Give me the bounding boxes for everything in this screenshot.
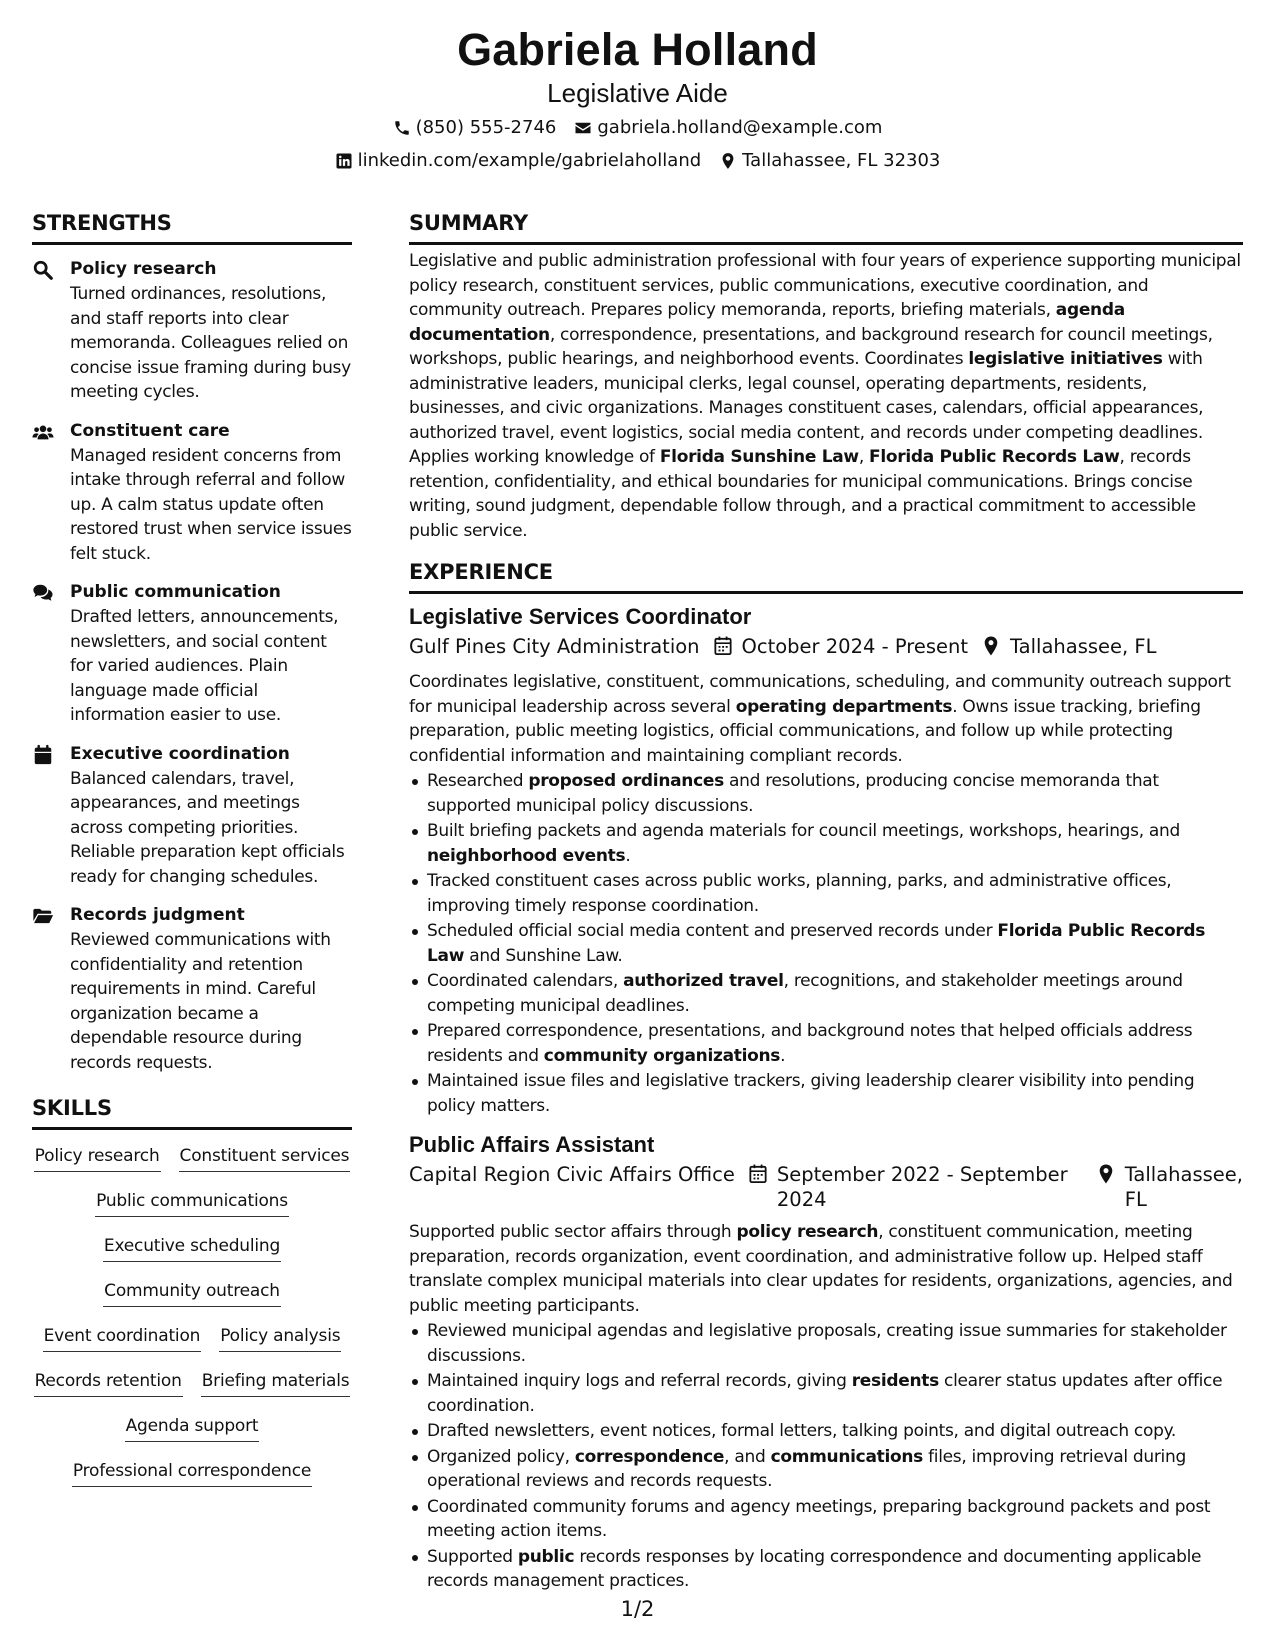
strength-desc: Turned ordinances, resolutions, and staff reports into clear memoranda. Colleagues relied on concise issue framing during busy meeting cycles. bbox=[70, 284, 351, 402]
calendar-icon bbox=[714, 634, 742, 662]
strengths-list bbox=[32, 257, 352, 1075]
calendar-icon bbox=[32, 742, 70, 890]
bold-phrase: Florida Sunshine Law bbox=[659, 447, 859, 467]
strength-title: Executive coordination bbox=[70, 743, 290, 764]
bold-phrase: policy research bbox=[736, 1222, 879, 1242]
left-column bbox=[32, 208, 352, 1504]
bullet-item: Supported public records responses by locating correspondence and documenting applicable records management practices. bbox=[409, 1545, 1243, 1594]
bullet-item: Tracked constituent cases across public works, planning, parks, and administrative offices, improving timely response coordination. bbox=[409, 869, 1243, 918]
strength-desc: Managed resident concerns from intake through referral and follow up. A calm status update often restored trust when service issues felt stuck. bbox=[70, 445, 352, 564]
bold-phrase: proposed ordinances bbox=[528, 771, 724, 791]
skill-tag: Policy research bbox=[34, 1144, 161, 1172]
job-entry bbox=[409, 602, 1243, 1118]
bullet-item: Maintained issue files and legislative trackers, giving leadership clearer visibility into pending policy matters. bbox=[409, 1069, 1243, 1118]
summary-heading: SUMMARY bbox=[409, 208, 1243, 245]
map-marker-icon bbox=[1097, 1162, 1125, 1190]
bold-phrase: legislative initiatives bbox=[968, 349, 1163, 369]
bullet-item: Drafted newsletters, event notices, formal letters, talking points, and digital outreach copy. bbox=[409, 1419, 1243, 1444]
skill-tag: Public communications bbox=[95, 1189, 289, 1217]
candidate-name: Gabriela Holland bbox=[457, 24, 818, 75]
map-marker-icon bbox=[719, 152, 737, 170]
skill-tag: Agenda support bbox=[125, 1414, 260, 1442]
experience-section bbox=[409, 557, 1243, 1594]
bold-phrase: agenda documentation bbox=[409, 300, 1125, 345]
job-dates-text: October 2024 - Present bbox=[741, 635, 968, 658]
job-description: Supported public sector affairs through policy research, constituent communication, meeting preparation, records organization, event coordination, and administrative follow up. Helped staff translate complex municipal materials into clear updates for residents, organizations, agencies, and public meeting participants. bbox=[409, 1222, 1233, 1316]
resume-header bbox=[0, 20, 1275, 173]
strength-item bbox=[32, 903, 352, 1075]
job-title: Legislative Services Coordinator bbox=[409, 604, 752, 629]
bullet-item: Reviewed municipal agendas and legislative proposals, creating issue summaries for stakeholder discussions. bbox=[409, 1319, 1243, 1368]
right-column bbox=[409, 208, 1243, 1595]
job-location-text: Tallahassee, FL bbox=[1124, 1163, 1243, 1211]
bullet-item: Organized policy, correspondence, and communications files, improving retrieval during operational reviews and records requests. bbox=[409, 1445, 1243, 1494]
job-location bbox=[1097, 1162, 1243, 1212]
phone-icon bbox=[393, 119, 411, 137]
job-company: Gulf Pines City Administration bbox=[409, 635, 700, 658]
bold-phrase: community organizations bbox=[543, 1045, 781, 1066]
job-dates bbox=[714, 634, 968, 662]
skills-list bbox=[32, 1144, 352, 1504]
skill-tag: Policy analysis bbox=[219, 1324, 341, 1352]
skills-section bbox=[32, 1093, 352, 1504]
experience-heading: EXPERIENCE bbox=[409, 557, 1243, 594]
bullet-item: Prepared correspondence, presentations, and background notes that helped officials address residents and community organizations. bbox=[409, 1019, 1243, 1068]
comments-icon bbox=[32, 580, 70, 728]
strength-title: Constituent care bbox=[70, 420, 230, 441]
job-location-text: Tallahassee, FL bbox=[1010, 635, 1157, 658]
location-text: Tallahassee, FL 32303 bbox=[742, 150, 941, 171]
skill-tag: Records retention bbox=[34, 1369, 183, 1397]
strength-item bbox=[32, 419, 352, 567]
job-meta bbox=[409, 634, 1243, 662]
bullet-item: Built briefing packets and agenda materials for council meetings, workshops, hearings, and neighborhood events. bbox=[409, 819, 1243, 868]
email-text: gabriela.holland@example.com bbox=[597, 117, 883, 138]
contact-row-primary bbox=[0, 116, 1275, 140]
strength-title: Policy research bbox=[70, 259, 217, 279]
job-company: Capital Region Civic Affairs Office bbox=[409, 1163, 735, 1186]
bullet-item: Coordinated calendars, authorized travel, recognitions, and stakeholder meetings around competing municipal deadlines. bbox=[409, 969, 1243, 1018]
strength-desc: Balanced calendars, travel, appearances, and meetings across competing priorities. Reliable preparation kept officials ready for changing schedules. bbox=[70, 768, 345, 887]
bold-phrase: operating departments bbox=[735, 696, 953, 717]
bold-phrase: public bbox=[517, 1546, 575, 1567]
strength-item bbox=[32, 742, 352, 890]
job-meta bbox=[409, 1162, 1243, 1212]
job-dates bbox=[749, 1162, 1083, 1212]
bullet-item: Maintained inquiry logs and referral records, giving residents clearer status updates after office coordination. bbox=[409, 1369, 1243, 1418]
bullet-item: Scheduled official social media content and preserved records under Florida Public Records Law and Sunshine Law. bbox=[409, 919, 1243, 968]
job-title: Public Affairs Assistant bbox=[409, 1132, 655, 1157]
job-location bbox=[982, 634, 1157, 662]
bold-phrase: correspondence bbox=[574, 1446, 725, 1467]
bold-phrase: communications bbox=[770, 1446, 923, 1467]
map-marker-icon bbox=[982, 634, 1010, 662]
bold-phrase: Florida Public Records Law bbox=[427, 921, 1206, 966]
page-number: 1/2 bbox=[620, 1597, 655, 1621]
strengths-heading: STRENGTHS bbox=[32, 208, 352, 245]
search-icon bbox=[32, 257, 70, 405]
contact-row-secondary bbox=[0, 149, 1275, 173]
contact-email[interactable] bbox=[574, 116, 882, 140]
folder-open-icon bbox=[32, 903, 70, 1075]
contact-linkedin[interactable] bbox=[335, 149, 702, 173]
job-entry bbox=[409, 1130, 1243, 1594]
strength-desc: Drafted letters, announcements, newsletters, and social content for varied audiences. Plain language made official information easier to use. bbox=[70, 607, 339, 725]
users-icon bbox=[32, 419, 70, 567]
candidate-title: Legislative Aide bbox=[547, 78, 728, 108]
strength-desc: Reviewed communications with confidentiality and retention requirements in mind. Careful organization became a dependable resource during records requests. bbox=[70, 930, 331, 1073]
summary-text: Legislative and public administration professional with four years of experience supporting municipal policy research, constituent services, public communications, executive coordination, and community outreach. Prepares policy memoranda, reports, briefing materials, agenda documentation, correspondence, presentations, and background research for council meetings, workshops, public hearings, and neighborhood events. Coordinates legislative initiatives with administrative leaders, municipal clerks, legal counsel, operating departments, residents, businesses, and civic organizations. Manages constituent cases, calendars, official appearances, authorized travel, event logistics, social media content, and records under competing deadlines. Applies working knowledge of Florida Sunshine Law, Florida Public Records Law, records retention, confidentiality, and ethical boundaries for municipal communications. Brings concise writing, sound judgment, dependable follow through, and a practical commitment to accessible public service. bbox=[409, 251, 1241, 541]
bullet-item: Coordinated community forums and agency meetings, preparing background packets and post meeting action items. bbox=[409, 1495, 1243, 1544]
job-bullets bbox=[409, 1319, 1243, 1594]
strength-title: Records judgment bbox=[70, 905, 245, 925]
bold-phrase: Florida Public Records Law bbox=[869, 447, 1120, 467]
job-description: Coordinates legislative, constituent, communications, scheduling, and community outreach support for municipal leadership across several operating departments. Owns issue tracking, briefing preparation, public meeting logistics, official communications, and follow up while protecting confidential information and maintaining compliant records. bbox=[409, 672, 1231, 766]
job-dates-text: September 2022 - September 2024 bbox=[776, 1163, 1068, 1211]
skill-tag: Constituent services bbox=[179, 1144, 351, 1172]
envelope-icon bbox=[574, 119, 592, 137]
strength-item bbox=[32, 580, 352, 728]
strength-title: Public communication bbox=[70, 582, 281, 602]
linkedin-icon bbox=[335, 152, 353, 170]
skill-tag: Professional correspondence bbox=[72, 1459, 312, 1487]
linkedin-text: linkedin.com/example/gabrielaholland bbox=[357, 150, 702, 171]
skill-tag: Community outreach bbox=[103, 1279, 281, 1307]
contact-phone bbox=[393, 116, 557, 140]
bold-phrase: neighborhood events bbox=[427, 845, 626, 866]
calendar-icon bbox=[749, 1162, 777, 1190]
bold-phrase: authorized travel bbox=[623, 971, 784, 991]
bullet-item: Researched proposed ordinances and resolutions, producing concise memoranda that supported municipal policy discussions. bbox=[409, 769, 1243, 818]
skill-tag: Executive scheduling bbox=[103, 1234, 281, 1262]
phone-text: (850) 555-2746 bbox=[415, 117, 557, 138]
contact-location bbox=[719, 149, 940, 173]
strength-item bbox=[32, 257, 352, 405]
skill-tag: Briefing materials bbox=[201, 1369, 351, 1397]
job-bullets bbox=[409, 769, 1243, 1118]
skills-heading: SKILLS bbox=[32, 1093, 352, 1130]
bold-phrase: residents bbox=[851, 1371, 939, 1391]
skill-tag: Event coordination bbox=[43, 1324, 202, 1352]
